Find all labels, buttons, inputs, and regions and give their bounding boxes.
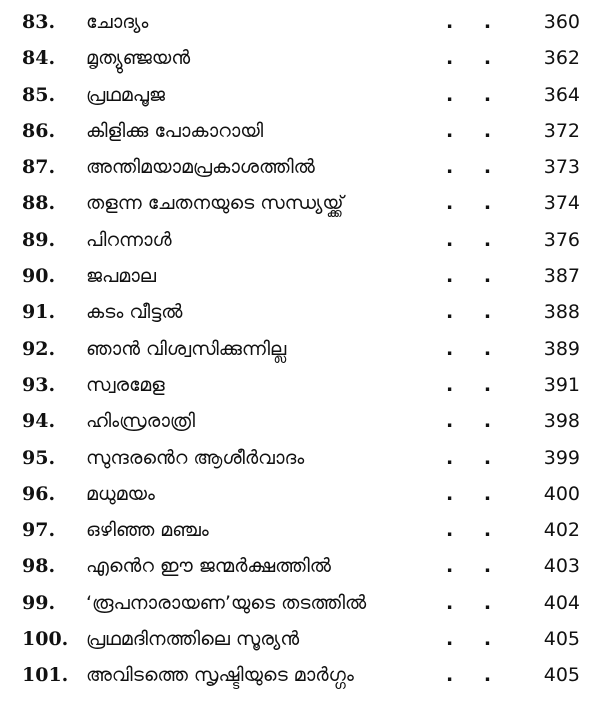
dot-leader: . . [446,446,504,469]
chapter-title: ‘രൂപനാരായണ’യുടെ തടത്തിൽ [86,591,367,614]
chapter-number: 89. [22,228,56,251]
page-number: 404 [543,591,580,614]
toc-entry [0,440,600,476]
toc-entry [0,585,600,621]
page-number: 389 [543,337,580,360]
toc-entry [0,113,600,149]
page-number: 374 [543,192,580,215]
toc-entry [0,40,600,76]
chapter-number: 92. [22,337,56,360]
toc-entry [0,331,600,367]
chapter-number: 98. [22,555,56,578]
dot-leader: . . [446,337,504,360]
chapter-number: 86. [22,119,56,142]
page-number: 398 [543,410,580,433]
page-number: 362 [543,47,580,70]
dot-leader: . . [446,410,504,433]
chapter-number: 83. [22,11,56,33]
dot-leader: . . [446,265,504,288]
chapter-title: അന്തിമയാമപ്രകാശത്തിൽ [86,156,315,179]
toc-entry [0,512,600,548]
chapter-title: പ്രഥമപൂജ [86,83,165,106]
toc-entry [0,185,600,221]
chapter-number: 93. [22,373,56,396]
page-number: 405 [543,628,580,651]
page-number: 364 [543,83,580,106]
chapter-number: 90. [22,265,56,288]
chapter-title: മൃത്യുഞ്ജയൻ [86,47,191,70]
chapter-title: എൻെറ ഈ ജന്മർക്ഷത്തിൽ [86,555,331,578]
chapter-title: സുന്ദരൻെറ ആശീർവാദം [86,446,305,469]
chapter-title: സ്വരമേള [86,373,165,396]
toc-entry [0,149,600,185]
chapter-number: 99. [22,591,56,614]
table-of-contents [0,4,600,694]
chapter-title: മധുമയം [86,482,155,505]
chapter-title: പിറന്നാൾ [86,228,172,251]
page-number: 400 [543,482,580,505]
dot-leader: . . [446,119,504,142]
dot-leader: . . [446,47,504,70]
chapter-number: 101. [22,664,69,687]
dot-leader: . . [446,628,504,651]
dot-leader: . . [446,301,504,324]
chapter-title: ഒഴിഞ്ഞ മഞ്ചം [86,519,209,542]
chapter-title: ഞാൻ വിശ്വസിക്കുന്നില്ല [86,337,287,360]
page-number: 388 [543,301,580,324]
dot-leader: . . [446,373,504,396]
toc-entry [0,403,600,439]
dot-leader: . . [446,591,504,614]
toc-entry [0,657,600,693]
page-number: 399 [543,446,580,469]
toc-entry [0,548,600,584]
chapter-number: 94. [22,410,56,433]
chapter-title: അവിടത്തെ സൃഷ്ടിയുടെ മാർഗ്ഗം [86,664,354,687]
chapter-title: പ്രഥമദിനത്തിലെ സൂര്യൻ [86,628,300,651]
toc-entry [0,294,600,330]
chapter-title: ജപമാല [86,265,157,288]
toc-entry [0,222,600,258]
chapter-number: 96. [22,482,56,505]
chapter-title: തളന്ന ചേതനയുടെ സന്ധ്യയ്ക്ക് [86,192,344,215]
page-number: 402 [543,519,580,542]
dot-leader: . . [446,228,504,251]
chapter-number: 95. [22,446,56,469]
page-number: 376 [543,228,580,251]
toc-entry [0,476,600,512]
dot-leader: . . [446,192,504,215]
chapter-number: 97. [22,519,56,542]
chapter-number: 87. [22,156,56,179]
dot-leader: . . [446,156,504,179]
page-number: 360 [543,11,580,33]
chapter-number: 100. [22,628,69,651]
page-number: 391 [543,373,580,396]
page-number: 403 [543,555,580,578]
chapter-number: 84. [22,47,56,70]
toc-entry [0,4,600,40]
dot-leader: . . [446,519,504,542]
chapter-title: കിളിക്കു പോകാറായി [86,119,264,142]
dot-leader: . . [446,555,504,578]
dot-leader: . . [446,664,504,687]
dot-leader: . . [446,83,504,106]
toc-entry [0,621,600,657]
chapter-title: ഹിംസ്രരാത്രി [86,410,196,433]
page-number: 372 [543,119,580,142]
chapter-number: 85. [22,83,56,106]
dot-leader: . . [446,11,504,33]
page-number: 387 [543,265,580,288]
toc-entry [0,258,600,294]
toc-entry [0,77,600,113]
dot-leader: . . [446,482,504,505]
chapter-number: 88. [22,192,56,215]
chapter-number: 91. [22,301,56,324]
chapter-title: കടം വീട്ടൽ [86,301,183,324]
page-number: 373 [543,156,580,179]
chapter-title: ചോദ്യം [86,11,149,33]
page-number: 405 [543,664,580,687]
toc-entry [0,367,600,403]
